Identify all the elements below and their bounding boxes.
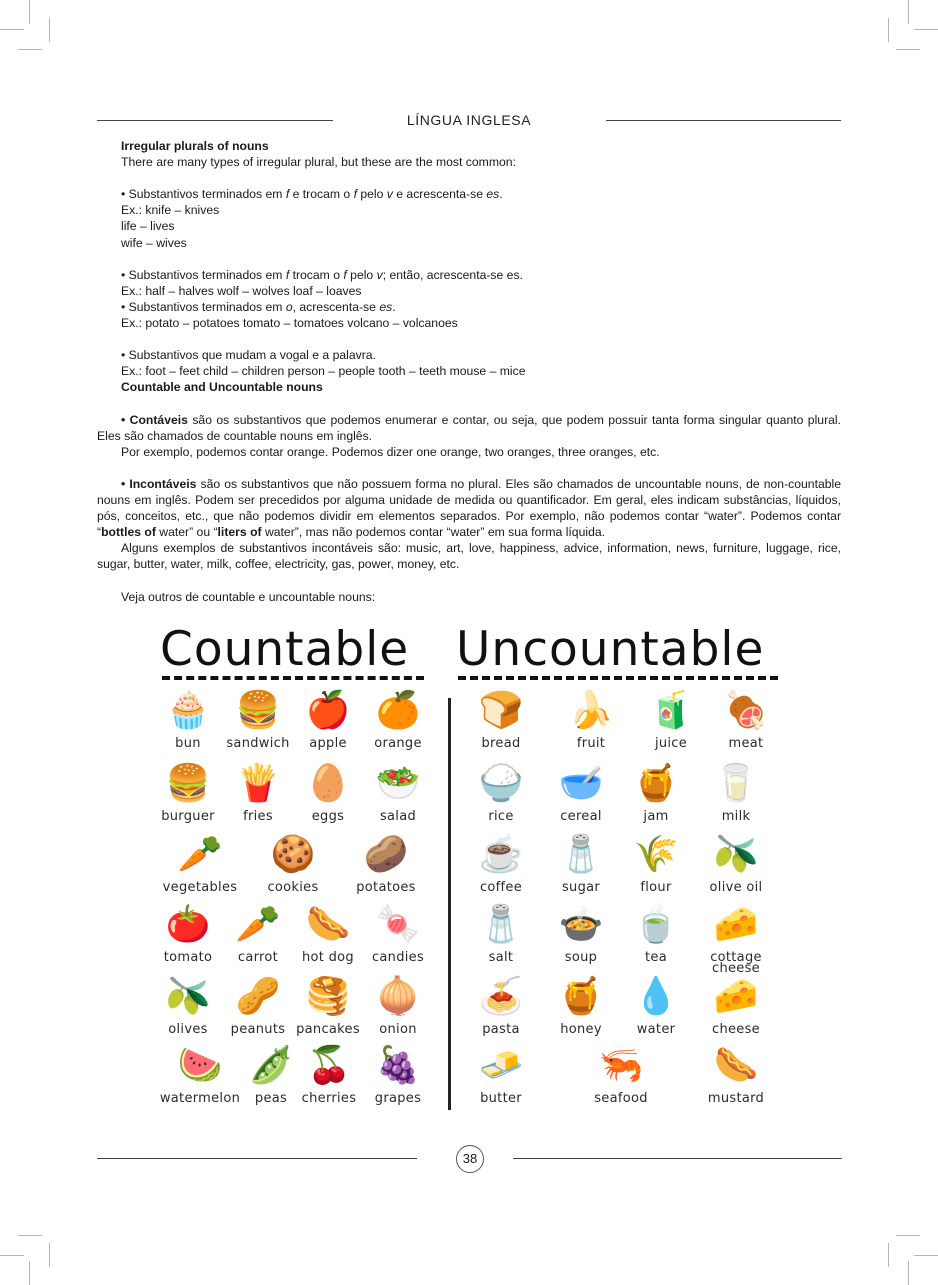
food-label: carrot <box>237 950 279 965</box>
olives-icon: 🫒 <box>165 975 211 1016</box>
soup-icon: 🍲 <box>558 903 604 944</box>
food-label: sugar <box>561 880 601 895</box>
food-label: meat <box>728 736 764 751</box>
rule-2: • Substantivos terminados em f trocam o f pelo v; então, acrescenta-se es. <box>121 267 523 282</box>
crop-mark <box>18 1235 42 1236</box>
uncountable-food-item <box>696 1043 776 1117</box>
carrot-icon: 🥕 <box>235 903 281 944</box>
heading-countable-uncountable: Countable and Uncountable nouns <box>121 380 323 395</box>
potatoes-icon: 🥔 <box>363 833 409 874</box>
uncountable-examples: Alguns exemplos de substantivos incontáveis são: music, art, love, happiness, advice, information, news, furniture, luggage, rice, sugar, butter, water, milk, coffee, electricity, gas, power, money, etc. <box>97 541 841 572</box>
uncountable-food-item <box>541 832 621 906</box>
countable-food-item <box>218 688 298 762</box>
food-label: cottage cheese <box>710 950 762 976</box>
food-label: honey <box>560 1022 602 1037</box>
footer-rule-left <box>97 1158 417 1159</box>
food-label: sandwich <box>226 736 290 751</box>
food-label: potatoes <box>356 880 416 895</box>
uncountable-dashes <box>458 676 778 680</box>
cherries-icon: 🍒 <box>306 1044 352 1085</box>
crop-mark <box>914 1255 938 1256</box>
crop-mark <box>888 18 889 42</box>
crop-mark <box>29 0 30 24</box>
water-icon: 💧 <box>633 975 679 1016</box>
crop-mark <box>49 18 50 42</box>
uncountable-paragraph: • Incontáveis são os substantivos que não possuem forma no plural. Eles são chamados de uncountable nouns, de non-countable nouns em inglês. Podem ser precedidos por alguma unidade de medida ou quantificador. Em geral, eles indicam substâncias, líquidos, pós, conceitos, etc., que não podemos dividir em elementos separados. Por exemplo, não podemos contar “water”. Podemos contar “bottles of water” ou “liters of water”, mas não podemos contar “water” em sua forma líquida. <box>97 476 841 540</box>
uncountable-food-item <box>461 1043 541 1117</box>
countable-food-item <box>218 974 298 1048</box>
countable-example: Por exemplo, podemos contar orange. Podemos dizer one orange, two oranges, three oranges, etc. <box>121 444 660 459</box>
bread-icon: 🍞 <box>478 689 524 730</box>
countable-food-item <box>253 832 333 906</box>
food-label: milk <box>721 809 751 824</box>
bun-icon: 🧁 <box>165 689 211 730</box>
countable-food-item <box>346 832 426 906</box>
rule-1-example: life – lives <box>121 219 175 234</box>
crop-mark <box>0 1255 24 1256</box>
food-label: bun <box>175 736 201 751</box>
uncountable-food-item <box>551 688 631 762</box>
body-text <box>97 138 841 605</box>
food-label: burguer <box>161 809 215 824</box>
food-label: pasta <box>482 1022 520 1037</box>
header-title: LÍNGUA INGLESA <box>406 112 532 128</box>
crop-mark <box>908 0 909 24</box>
crop-mark <box>908 1261 909 1285</box>
fries-icon: 🍟 <box>235 762 281 803</box>
juice-icon: 🧃 <box>648 689 694 730</box>
food-label: juice <box>654 736 688 751</box>
flour-icon: 🌾 <box>633 833 679 874</box>
crop-mark <box>29 1261 30 1285</box>
uncountable-food-item <box>461 688 541 762</box>
food-label: olive oil <box>709 880 763 895</box>
uncountable-food-item <box>696 974 776 1048</box>
tea-icon: 🍵 <box>633 903 679 944</box>
food-label: cereal <box>560 809 602 824</box>
uncountable-food-item <box>616 902 696 976</box>
onion-icon: 🧅 <box>375 975 421 1016</box>
candies-icon: 🍬 <box>375 903 421 944</box>
food-label: fries <box>243 809 273 824</box>
eggs-icon: 🥚 <box>305 762 351 803</box>
fruit-icon: 🍌 <box>568 689 614 730</box>
countable-paragraph: • Contáveis são os substantivos que podemos enumerar e contar, ou seja, que podem possuir tanta forma singular quanto plural. Eles são chamados de countable nouns em inglês. <box>97 412 841 443</box>
food-label: cheese <box>712 1022 760 1037</box>
crop-mark <box>888 1243 889 1267</box>
uncountable-food-item <box>616 832 696 906</box>
food-label: cherries <box>301 1091 357 1106</box>
rice-icon: 🍚 <box>478 762 524 803</box>
countable-title: Countable <box>160 622 410 677</box>
countable-food-item <box>288 902 368 976</box>
rule-3-example: Ex.: potato – potatoes tomato – tomatoes volcano – volcanoes <box>121 316 458 331</box>
orange-icon: 🍊 <box>375 689 421 730</box>
countable-food-item <box>148 761 228 835</box>
uncountable-food-item <box>616 974 696 1048</box>
grapes-icon: 🍇 <box>375 1044 421 1085</box>
food-label: mustard <box>707 1091 765 1106</box>
food-label: tea <box>645 950 667 965</box>
food-label: apple <box>309 736 347 751</box>
food-label: salad <box>379 809 417 824</box>
cheese-icon: 🧀 <box>713 975 759 1016</box>
food-label: candies <box>371 950 425 965</box>
food-label: soup <box>564 950 598 965</box>
sugar-icon: 🧂 <box>558 833 604 874</box>
countable-food-item <box>218 902 298 976</box>
countable-food-item <box>358 761 438 835</box>
butter-icon: 🧈 <box>478 1044 524 1085</box>
intro-paragraph: There are many types of irregular plural, but these are the most common: <box>121 155 516 170</box>
countable-food-item <box>358 1043 438 1117</box>
heading-irregular-plurals: Irregular plurals of nouns <box>121 139 269 153</box>
rule-4-example: Ex.: foot – feet child – children person – people tooth – teeth mouse – mice <box>121 364 526 379</box>
vegetables-icon: 🥕 <box>177 833 223 874</box>
watermelon-icon: 🍉 <box>177 1044 223 1085</box>
figure-intro: Veja outros de countable e uncountable nouns: <box>121 589 376 604</box>
countable-food-item <box>218 761 298 835</box>
food-label: watermelon <box>159 1091 241 1106</box>
uncountable-food-item <box>541 761 621 835</box>
countable-food-item <box>160 832 240 906</box>
countable-food-item <box>160 1043 240 1117</box>
pasta-icon: 🍝 <box>478 975 524 1016</box>
sandwich-icon: 🍔 <box>235 689 281 730</box>
uncountable-food-item <box>541 902 621 976</box>
milk-icon: 🥛 <box>713 762 759 803</box>
food-label: hot dog <box>302 950 354 965</box>
food-label: orange <box>374 736 422 751</box>
crop-mark <box>914 29 938 30</box>
uncountable-food-item <box>696 761 776 835</box>
food-label: flour <box>640 880 672 895</box>
food-label: rice <box>488 809 514 824</box>
uncountable-food-item <box>581 1043 661 1117</box>
uncountable-food-item <box>696 902 776 976</box>
crop-mark <box>896 1235 920 1236</box>
uncountable-food-item <box>706 688 786 762</box>
hot-dog-icon: 🌭 <box>305 903 351 944</box>
uncountable-food-item <box>461 974 541 1048</box>
column-divider <box>448 698 451 1110</box>
countable-food-item <box>358 974 438 1048</box>
uncountable-food-item <box>616 761 696 835</box>
apple-icon: 🍎 <box>305 689 351 730</box>
pancakes-icon: 🥞 <box>305 975 351 1016</box>
countable-food-item <box>148 902 228 976</box>
countable-food-item <box>148 974 228 1048</box>
food-label: vegetables <box>162 880 238 895</box>
food-label: jam <box>643 809 669 824</box>
food-label: grapes <box>374 1091 422 1106</box>
jam-icon: 🍯 <box>633 762 679 803</box>
cottage-cheese-icon: 🧀 <box>713 903 759 944</box>
uncountable-title: Uncountable <box>456 622 765 677</box>
crop-mark <box>49 1243 50 1267</box>
cereal-icon: 🥣 <box>558 762 604 803</box>
salt-icon: 🧂 <box>478 903 524 944</box>
food-label: bread <box>481 736 521 751</box>
countable-food-item <box>148 688 228 762</box>
countable-food-item <box>289 1043 369 1117</box>
tomato-icon: 🍅 <box>165 903 211 944</box>
mustard-icon: 🌭 <box>713 1044 759 1085</box>
rule-2-example: Ex.: half – halves wolf – wolves loaf – loaves <box>121 283 362 298</box>
countable-food-item <box>358 902 438 976</box>
crop-mark <box>0 29 24 30</box>
food-label: coffee <box>479 880 523 895</box>
food-label: eggs <box>311 809 345 824</box>
countable-dashes <box>162 676 424 680</box>
food-label: onion <box>379 1022 417 1037</box>
food-label: butter <box>480 1091 522 1106</box>
food-label: fruit <box>576 736 606 751</box>
rule-1-example: Ex.: knife – knives <box>121 203 220 218</box>
countable-food-item <box>288 761 368 835</box>
rule-1: • Substantivos terminados em f e trocam o f pelo v e acrescenta-se es. <box>121 187 503 202</box>
food-label: peanuts <box>230 1022 286 1037</box>
coffee-icon: ☕ <box>478 833 524 874</box>
footer-rule-right <box>513 1158 842 1159</box>
uncountable-food-item <box>631 688 711 762</box>
rule-4: • Substantivos que mudam a vogal e a palavra. <box>121 348 376 363</box>
peanuts-icon: 🥜 <box>235 975 281 1016</box>
seafood-icon: 🦐 <box>598 1044 644 1085</box>
food-label: peas <box>254 1091 288 1106</box>
olive-oil-icon: 🫒 <box>713 833 759 874</box>
crop-mark <box>18 49 42 50</box>
countable-food-item <box>358 688 438 762</box>
uncountable-food-item <box>461 761 541 835</box>
salad-icon: 🥗 <box>375 762 421 803</box>
meat-icon: 🍖 <box>723 689 769 730</box>
countable-uncountable-figure <box>148 618 800 1116</box>
food-label: olives <box>168 1022 208 1037</box>
uncountable-food-item <box>541 974 621 1048</box>
food-label: tomato <box>163 950 213 965</box>
food-label: seafood <box>594 1091 648 1106</box>
crop-mark <box>896 49 920 50</box>
rule-1-example: wife – wives <box>121 235 187 250</box>
countable-food-item <box>288 688 368 762</box>
peas-icon: 🫛 <box>248 1044 294 1085</box>
uncountable-food-item <box>461 902 541 976</box>
rule-3: • Substantivos terminados em o, acrescenta-se es. <box>121 299 396 314</box>
food-label: cookies <box>267 880 319 895</box>
food-label: pancakes <box>296 1022 360 1037</box>
page-number: 38 <box>456 1145 484 1173</box>
cookies-icon: 🍪 <box>270 833 316 874</box>
honey-icon: 🍯 <box>558 975 604 1016</box>
uncountable-food-item <box>461 832 541 906</box>
countable-food-item <box>288 974 368 1048</box>
food-label: water <box>636 1022 676 1037</box>
uncountable-food-item <box>696 832 776 906</box>
food-label: salt <box>488 950 514 965</box>
burguer-icon: 🍔 <box>165 762 211 803</box>
